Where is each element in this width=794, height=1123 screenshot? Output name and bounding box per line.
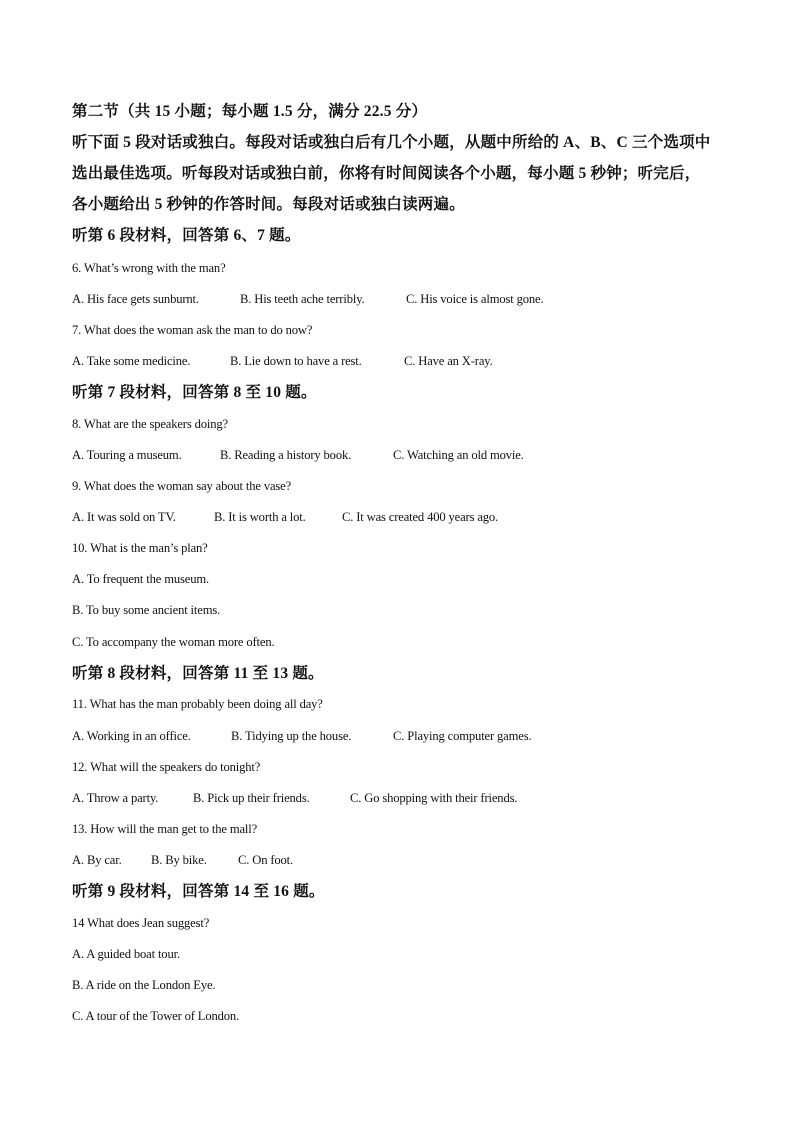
option-b: B. Pick up their friends. — [193, 791, 310, 805]
option-a: A. Take some medicine. — [72, 354, 191, 368]
option-a: A. It was sold on TV. — [72, 510, 176, 524]
group-heading-8: 听第 8 段材料，回答第 11 至 13 题。 — [72, 665, 324, 682]
question-6-options — [72, 293, 543, 306]
option-c: C. Watching an old movie. — [393, 448, 524, 462]
question-12-options — [72, 792, 517, 805]
question-10: 10. What is the man’s plan? — [72, 541, 208, 555]
instruction-line-2: 选出最佳选项。听每段对话或独白前，你将有时间阅读各个小题，每小题 5 秒钟；听完后， — [72, 165, 701, 182]
question-14: 14 What does Jean suggest? — [72, 916, 210, 930]
question-7-options — [72, 355, 493, 368]
option-c: C. Playing computer games. — [393, 729, 532, 743]
group-heading-7: 听第 7 段材料，回答第 8 至 10 题。 — [72, 384, 317, 401]
question-13: 13. How will the man get to the mall? — [72, 822, 258, 836]
option-a: A. Throw a party. — [72, 791, 159, 805]
option-a: A. Touring a museum. — [72, 448, 182, 462]
question-8: 8. What are the speakers doing? — [72, 417, 228, 431]
option-c: C. His voice is almost gone. — [406, 292, 544, 306]
question-9-options — [72, 511, 498, 524]
instruction-line-1: 听下面 5 段对话或独白。每段对话或独白后有几个小题，从题中所给的 A、B、C 三个选项中 — [72, 134, 711, 151]
question-12: 12. What will the speakers do tonight? — [72, 760, 261, 774]
option-c: C. It was created 400 years ago. — [342, 510, 499, 524]
option-c: C. On foot. — [238, 853, 294, 867]
question-14-option-a: A. A guided boat tour. — [72, 947, 180, 961]
question-6: 6. What’s wrong with the man? — [72, 261, 226, 275]
question-14-option-b: B. A ride on the London Eye. — [72, 978, 216, 992]
group-heading-6: 听第 6 段材料，回答第 6、7 题。 — [72, 227, 301, 244]
question-13-options — [72, 854, 293, 867]
question-7: 7. What does the woman ask the man to do now? — [72, 323, 313, 337]
group-heading-9: 听第 9 段材料，回答第 14 至 16 题。 — [72, 883, 325, 900]
option-a: A. His face gets sunburnt. — [72, 292, 199, 306]
option-b: B. By bike. — [151, 853, 207, 867]
section-title: 第二节（共 15 小题；每小题 1.5 分，满分 22.5 分） — [72, 103, 428, 120]
question-8-options — [72, 449, 524, 462]
question-11: 11. What has the man probably been doing all day? — [72, 697, 323, 711]
option-b: B. Tidying up the house. — [231, 729, 352, 743]
question-14-option-c: C. A tour of the Tower of London. — [72, 1009, 240, 1023]
question-9: 9. What does the woman say about the vase? — [72, 479, 292, 493]
option-a: A. Working in an office. — [72, 729, 191, 743]
option-b: B. Lie down to have a rest. — [230, 354, 362, 368]
option-b: B. Reading a history book. — [220, 448, 352, 462]
option-a: A. By car. — [72, 853, 122, 867]
question-11-options — [72, 730, 531, 743]
option-b: B. His teeth ache terribly. — [240, 292, 365, 306]
question-10-option-a: A. To frequent the museum. — [72, 572, 209, 586]
option-c: C. Go shopping with their friends. — [350, 791, 518, 805]
question-10-option-b: B. To buy some ancient items. — [72, 603, 221, 617]
instruction-line-3: 各小题给出 5 秒钟的作答时间。每段对话或独白读两遍。 — [72, 196, 465, 213]
option-b: B. It is worth a lot. — [214, 510, 306, 524]
question-10-option-c: C. To accompany the woman more often. — [72, 635, 275, 649]
option-c: C. Have an X-ray. — [404, 354, 493, 368]
